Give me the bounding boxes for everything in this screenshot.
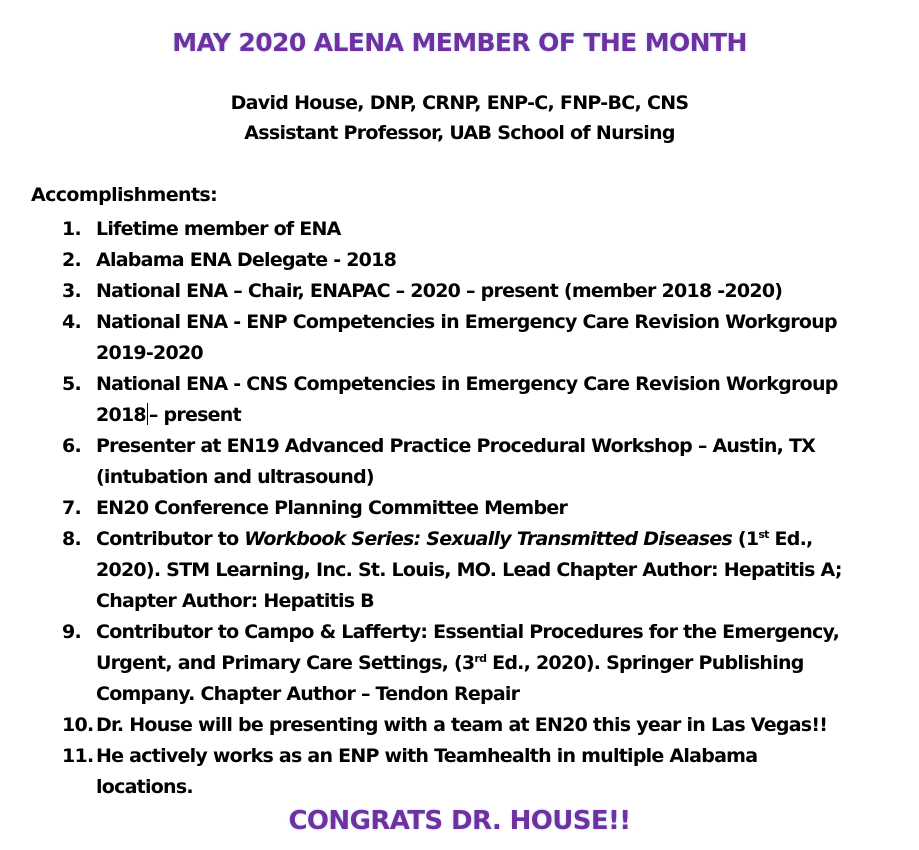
list-text: Company. Chapter Author – Tendon Repair xyxy=(96,683,520,705)
list-number: 3. xyxy=(62,280,81,302)
list-text: – present xyxy=(148,404,241,426)
list-item xyxy=(0,741,919,803)
ordinal-superscript: st xyxy=(758,528,769,541)
list-text: Ed., 2020). Springer Publishing xyxy=(486,652,804,674)
list-text: Urgent, and Primary Care Settings, (3 xyxy=(96,652,475,674)
list-number: 2. xyxy=(62,249,81,271)
list-text: 2020). STM Learning, Inc. St. Louis, MO. Lead Chapter Author: Hepatitis A; xyxy=(96,559,842,581)
closing-congrats: CONGRATS DR. HOUSE!! xyxy=(288,806,631,836)
list-text: Dr. House will be presenting with a team at EN20 this year in Las Vegas!! xyxy=(96,714,828,736)
list-item xyxy=(0,369,919,431)
list-text: (1 xyxy=(732,528,759,550)
list-text: Contributor to Campo & Lafferty: Essential Procedures for the Emergency, xyxy=(96,621,840,643)
list-number: 8. xyxy=(62,528,81,550)
list-text: Lifetime member of ENA xyxy=(96,218,341,240)
accomplishments-label: Accomplishments: xyxy=(31,184,218,206)
list-text: 2019-2020 xyxy=(96,342,203,364)
list-text: 2018 xyxy=(96,404,146,426)
list-number: 10. xyxy=(62,714,94,736)
honoree-name: David House, DNP, CRNP, ENP-C, FNP-BC, CNS xyxy=(230,92,689,114)
list-text: He actively works as an ENP with Teamhealth in multiple Alabama xyxy=(96,745,758,767)
list-item xyxy=(0,617,919,710)
list-number: 7. xyxy=(62,497,81,519)
list-text: Contributor to xyxy=(96,528,245,550)
list-number: 9. xyxy=(62,621,81,643)
list-text: (intubation and ultrasound) xyxy=(96,466,374,488)
list-number: 5. xyxy=(62,373,81,395)
accomplishments-list xyxy=(0,214,919,803)
list-text: National ENA - CNS Competencies in Emergency Care Revision Workgroup xyxy=(96,373,838,395)
list-item xyxy=(0,276,919,307)
list-number: 4. xyxy=(62,311,81,333)
honoree-position: Assistant Professor, UAB School of Nursing xyxy=(244,122,675,144)
list-text: Ed., xyxy=(768,528,813,550)
book-title: Workbook Series: Sexually Transmitted Diseases xyxy=(244,528,733,550)
list-item xyxy=(0,245,919,276)
list-number: 1. xyxy=(62,218,81,240)
ordinal-superscript: rd xyxy=(474,652,487,665)
list-number: 11. xyxy=(62,745,94,767)
document-title: MAY 2020 ALENA MEMBER OF THE MONTH xyxy=(172,28,747,57)
list-text: Alabama ENA Delegate - 2018 xyxy=(96,249,397,271)
list-item xyxy=(0,214,919,245)
list-item xyxy=(0,431,919,493)
list-item xyxy=(0,524,919,617)
list-item xyxy=(0,710,919,741)
list-item xyxy=(0,307,919,369)
text-cursor xyxy=(147,403,148,425)
list-item xyxy=(0,493,919,524)
list-text: National ENA – Chair, ENAPAC – 2020 – present (member 2018 -2020) xyxy=(96,280,783,302)
list-text: National ENA - ENP Competencies in Emergency Care Revision Workgroup xyxy=(96,311,837,333)
list-number: 6. xyxy=(62,435,81,457)
list-text: EN20 Conference Planning Committee Member xyxy=(96,497,568,519)
list-text: locations. xyxy=(96,776,193,798)
list-text: Presenter at EN19 Advanced Practice Procedural Workshop – Austin, TX xyxy=(96,435,816,457)
list-text: Chapter Author: Hepatitis B xyxy=(96,590,374,612)
